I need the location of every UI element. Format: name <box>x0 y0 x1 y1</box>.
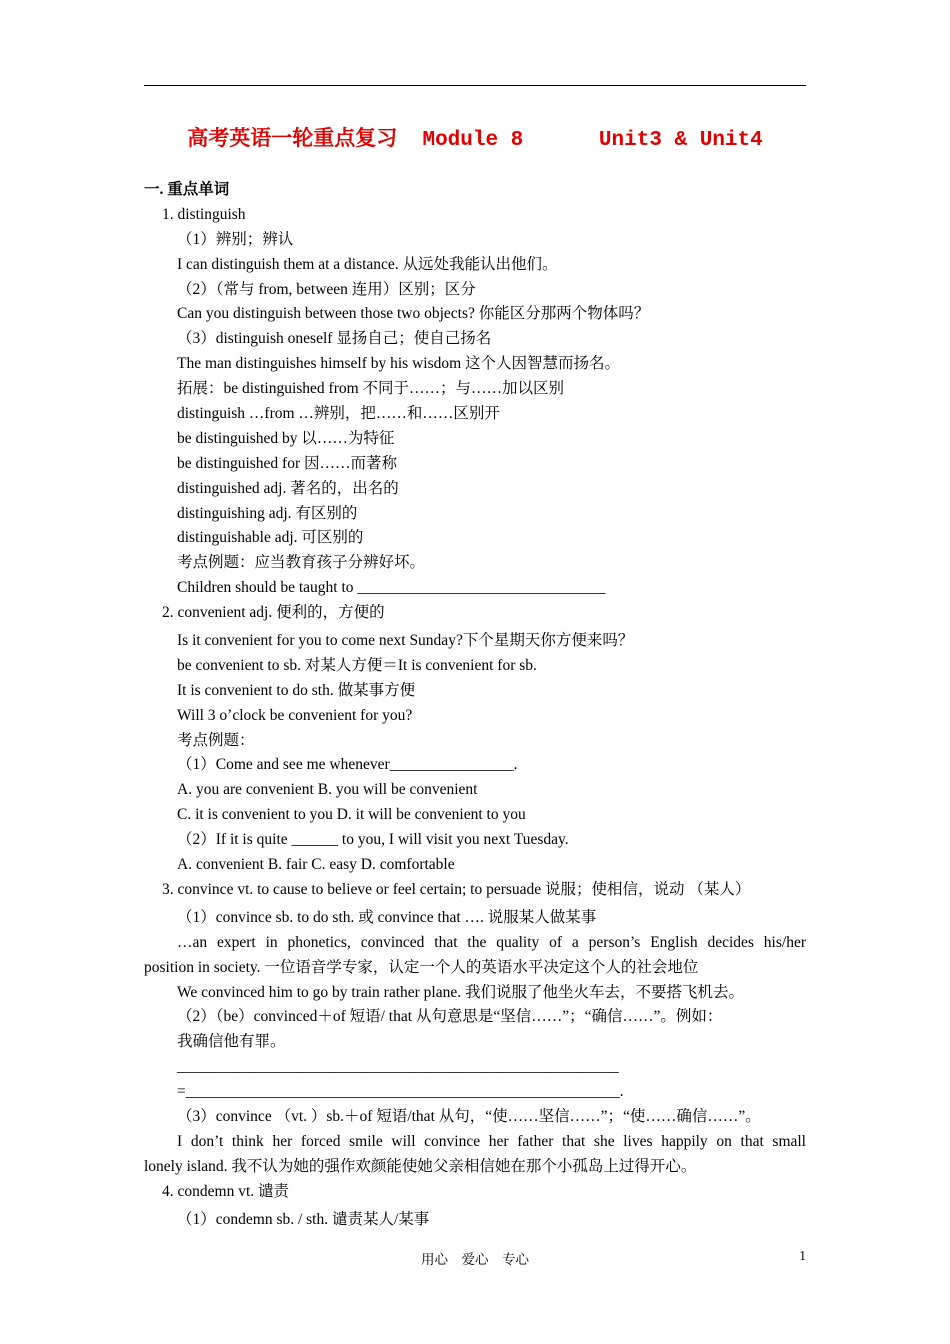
text-line: I can distinguish them at a distance. 从远处我能认出他们。 <box>177 255 558 273</box>
text-line: （1）convince sb. to do sth. 或 convince that …. 说服某人做某事 <box>177 908 597 926</box>
text-line: I don’t think her forced smile will convince her father that she lives happily on that small <box>177 1132 806 1150</box>
exercise-question: （2）If it is quite ______ to you, I will visit you next Tuesday. <box>177 831 569 849</box>
word-entry-convince: 3. convince vt. to cause to believe or feel certain; to persuade 说服；使相信，说动 （某人） <box>162 880 751 898</box>
page-number: 1 <box>799 1248 806 1263</box>
text-line: （2）（常与 from, between 连用）区别；区分 <box>177 280 476 298</box>
text-line: distinguished adj. 著名的，出名的 <box>177 479 399 497</box>
text-line: lonely island. 我不认为她的强作欢颜能使她父亲相信她在那个小孤岛上过得开心。 <box>144 1157 697 1175</box>
document-body <box>144 178 806 1232</box>
text-line: be distinguished by 以……为特征 <box>177 429 395 447</box>
text-line: （2）（be）convinced＋of 短语/ that 从句意思是“坚信……”；“确信……”。例如： <box>177 1008 723 1026</box>
exercise-question: （1）Come and see me whenever________________. <box>177 756 518 774</box>
text-line: distinguish …from …辨别，把……和……区别开 <box>177 405 500 423</box>
text-line: It is convenient to do sth. 做某事方便 <box>177 681 416 699</box>
exercise-prompt: 考点例题：应当教育孩子分辨好坏。 <box>177 554 426 572</box>
text-line: Can you distinguish between those two objects? 你能区分那两个物体吗？ <box>177 305 650 323</box>
text-line: be convenient to sb. 对某人方便＝It is convenient for sb. <box>177 656 537 674</box>
exercise-options: C. it is convenient to you D. it will be convenient to you <box>177 806 526 824</box>
section-heading: 一. 重点单词 <box>144 181 230 198</box>
text-line: The man distinguishes himself by his wisdom 这个人因智慧而扬名。 <box>177 355 621 373</box>
exercise-prompt: 我确信他有罪。 <box>177 1033 286 1051</box>
text-line: distinguishable adj. 可区别的 <box>177 529 364 547</box>
text-line: 拓展：be distinguished from 不同于……；与……加以区别 <box>177 380 565 398</box>
word-entry-convenient: 2. convenient adj. 便利的，方便的 <box>162 604 385 622</box>
exercise-blank: _________________________________________________________ <box>177 1058 619 1076</box>
text-line: be distinguished for 因……而著称 <box>177 454 397 472</box>
exercise-blank: =________________________________________________________. <box>177 1083 624 1101</box>
text-line: position in society. 一位语音学专家，认定一个人的英语水平决定这个人的社会地位 <box>144 958 699 976</box>
text-line: distinguishing adj. 有区别的 <box>177 504 358 522</box>
text-line: （3）distinguish oneself 显扬自己；使自己扬名 <box>177 330 492 348</box>
exercise-options: A. convenient B. fair C. easy D. comfortable <box>177 856 455 874</box>
header-rule <box>144 85 806 86</box>
page-title: 高考英语一轮重点复习 Module 8 Unit3 & Unit4 <box>187 125 763 152</box>
text-line: Is it convenient for you to come next Sunday?下个星期天你方便来吗？ <box>177 632 634 650</box>
text-line: …an expert in phonetics, convinced that the quality of a person’s English decides his/her <box>177 933 806 951</box>
exercise-blank: Children should be taught to ________________________________ <box>177 579 606 597</box>
text-line: （3）convince （vt. ）sb.＋of 短语/that 从句，“使……坚信……”；“使……确信……”。 <box>177 1107 761 1125</box>
word-entry-distinguish: 1. distinguish <box>162 205 246 223</box>
text-line: （1）辨别；辨认 <box>177 230 294 248</box>
text-line: （1）condemn sb. / sth. 谴责某人/某事 <box>177 1210 430 1228</box>
word-entry-condemn: 4. condemn vt. 谴责 <box>162 1182 289 1200</box>
text-line: Will 3 o’clock be convenient for you? <box>177 706 413 724</box>
exercise-options: A. you are convenient B. you will be convenient <box>177 781 478 799</box>
text-line: We convinced him to go by train rather plane. 我们说服了他坐火车去，不要搭飞机去。 <box>177 983 744 1001</box>
exercise-prompt: 考点例题： <box>177 731 255 749</box>
footer-motto: 用心 爱心 专心 <box>421 1252 529 1267</box>
